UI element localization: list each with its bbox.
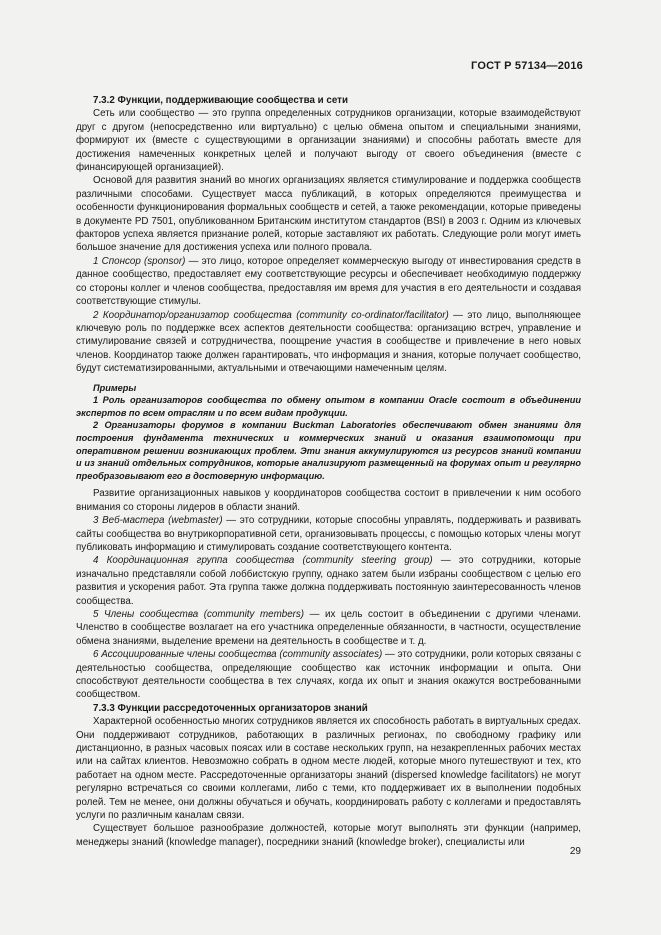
role-text: — это лицо, которое определяет коммерческую выгоду от инвестирования средств в данное сообщество, предоставляет ему соответствующие ресурсы и обеспечивает необходимую поддержку со стороны коллег и членов сообщества, предоставляя им время для участия в его деятельности и создавая соответствующие стимулы. [76,255,582,308]
role-item-steering-group [76,554,581,608]
section-heading-7-3-3: 7.3.3 Функции рассредоточенных организаторов знаний [93,702,368,714]
paragraph: Основой для развития знаний во многих организациях является стимулирование и поддержка сообществ различными способами. Существует масса публикаций, в которых определяются преимущества и особенности функционирования формальных сообществ и сетей, а также рекомендации, которые приведены в документе PD 7501, опубликованном Британским институтом стандартов (BSI) в 2003 г. Одним из ключевых факторов успеха является признание ролей, которые заставляют их работать. Следующие роли могут иметь большое значение для достижения успеха или полного провала. [76,175,581,254]
paragraph: Сеть или сообщество — это группа определенных сотрудников организации, которые взаимодействуют друг с другом (непосредственно или виртуально) с целью обмена опытом и специальными знаниями, формируют их (вместе с существующими в организации знаниями) и способны работать вместе для достижения намеченных конкретных целей и получают выгоду от своего объединения (вместе с финансирующей организацией). [76,108,581,174]
standard-number: ГОСТ Р 57134—2016 [471,60,583,72]
page-number: 29 [569,846,581,857]
role-term: 1 Спонсор (sponsor) [93,255,186,267]
role-term: 4 Координационная группа сообщества (community steering group) [93,555,433,567]
role-item-webmaster [76,514,581,554]
role-item-associates [76,648,581,702]
page-body [76,94,581,849]
paragraph: Развитие организационных навыков у координаторов сообщества состоит в привлечении к ним особого внимания со стороны лидеров в области знаний. [76,488,581,513]
role-item-members [76,608,581,648]
example-item: 2 Организаторы форумов в компании Buckman Laboratories обеспечивают обмен знаниями для построения фундамента технических и коммерческих знаний и оказания взаимопомощи при оперативном решении возникающих проблем. Эти знания аккумулируются из ресурсов знаний компании и из знаний отдельных сотрудников, которые анализируют размещенный на форумах опыт и регулярно преобразовывают его в достоверную информацию. [76,420,581,481]
role-text: — это сотрудники, которые изначально представляли собой лоббистскую группу, однако затем были избраны сообществом с целью его развития и ускорения работ. Эта группа также должна поддерживать постоянную заинтересованность членов сообщества. [76,555,581,607]
section-heading-7-3-2: 7.3.2 Функции, поддерживающие сообщества и сети [93,95,349,106]
example-item: 1 Роль организаторов сообщества по обмену опытом в компании Oracle состоит в объединении экспертов по всем отраслям и по всем видам продукции. [76,395,581,418]
role-item-coordinator [76,309,581,376]
role-term: 3 Веб-мастера (webmaster) [93,515,223,527]
role-item-sponsor [76,255,581,309]
role-term: 2 Координатор/организатор сообщества (community co-ordinator/facilitator) [93,309,449,321]
paragraph: Характерной особенностью многих сотрудников является их способность работать в виртуальных средах. Они поддерживают сотрудников, работающих в различных регионах, по свободному графику или дистанционно, в разных часовых поясах или в составе нескольких групп, на незакрепленных рабочих местах или на сайтах клиентов. Невозможно собрать в одном месте людей, которые много путешествуют и тех, кто работает на одном месте. Рассредоточенные организаторы знаний (dispersed knowledge facilitators) не могут регулярно встречаться со своими коллегами, либо с теми, кто поддерживает их в выполнении подобных ролей. Тем не менее, они должны обучаться и обучать, координировать работу с коллегами и предоставлять услуги по различным каналам связи. [76,716,581,822]
role-text: — их цель состоит в объединении с другими членами. Членство в сообществе возлагает на его участника определенные обязанности, в частности, осуществление обмена знаниями, выделение времени на деятельность в сообществе и т. д. [76,608,581,647]
role-text: — это лицо, выполняющее ключевую роль по поддержке всех аспектов деятельности сообщества: организацию встреч, управление и стимулирование связей и сотрудничества, поощрение участия в сообществе и привлечение в него новых членов. Координатор также должен гарантировать, что информация и знания, которые получает сообщество, будут систематизированными, актуальными и отвечающими намеченным целям. [76,309,581,375]
role-term: 5 Члены сообщества (community members) [93,608,305,620]
role-text: — это сотрудники, роли которых связаны с деятельностью сообщества, определяющие сообщество как источник информации и опыта. Они способствуют деятельности сообщества в тех случаях, когда их опыт и знания окажутся востребованными сообществом. [76,649,581,701]
examples-title: Примеры [93,382,137,393]
paragraph: Существует большое разнообразие должностей, которые могут выполнять эти функции (например, менеджеры знаний (knowledge manager), посредники знаний (knowledge broker), специалисты или [76,823,581,848]
role-text: — это сотрудники, которые способны управлять, поддерживать и развивать сайты сообщества во внутрикорпоративной сети, организовывать процессы, с помощью которых члены могут публиковать информацию и стимулировать создание соответствующего контента. [76,515,582,553]
role-term: 6 Ассоциированные члены сообщества (community associates) [93,649,383,661]
